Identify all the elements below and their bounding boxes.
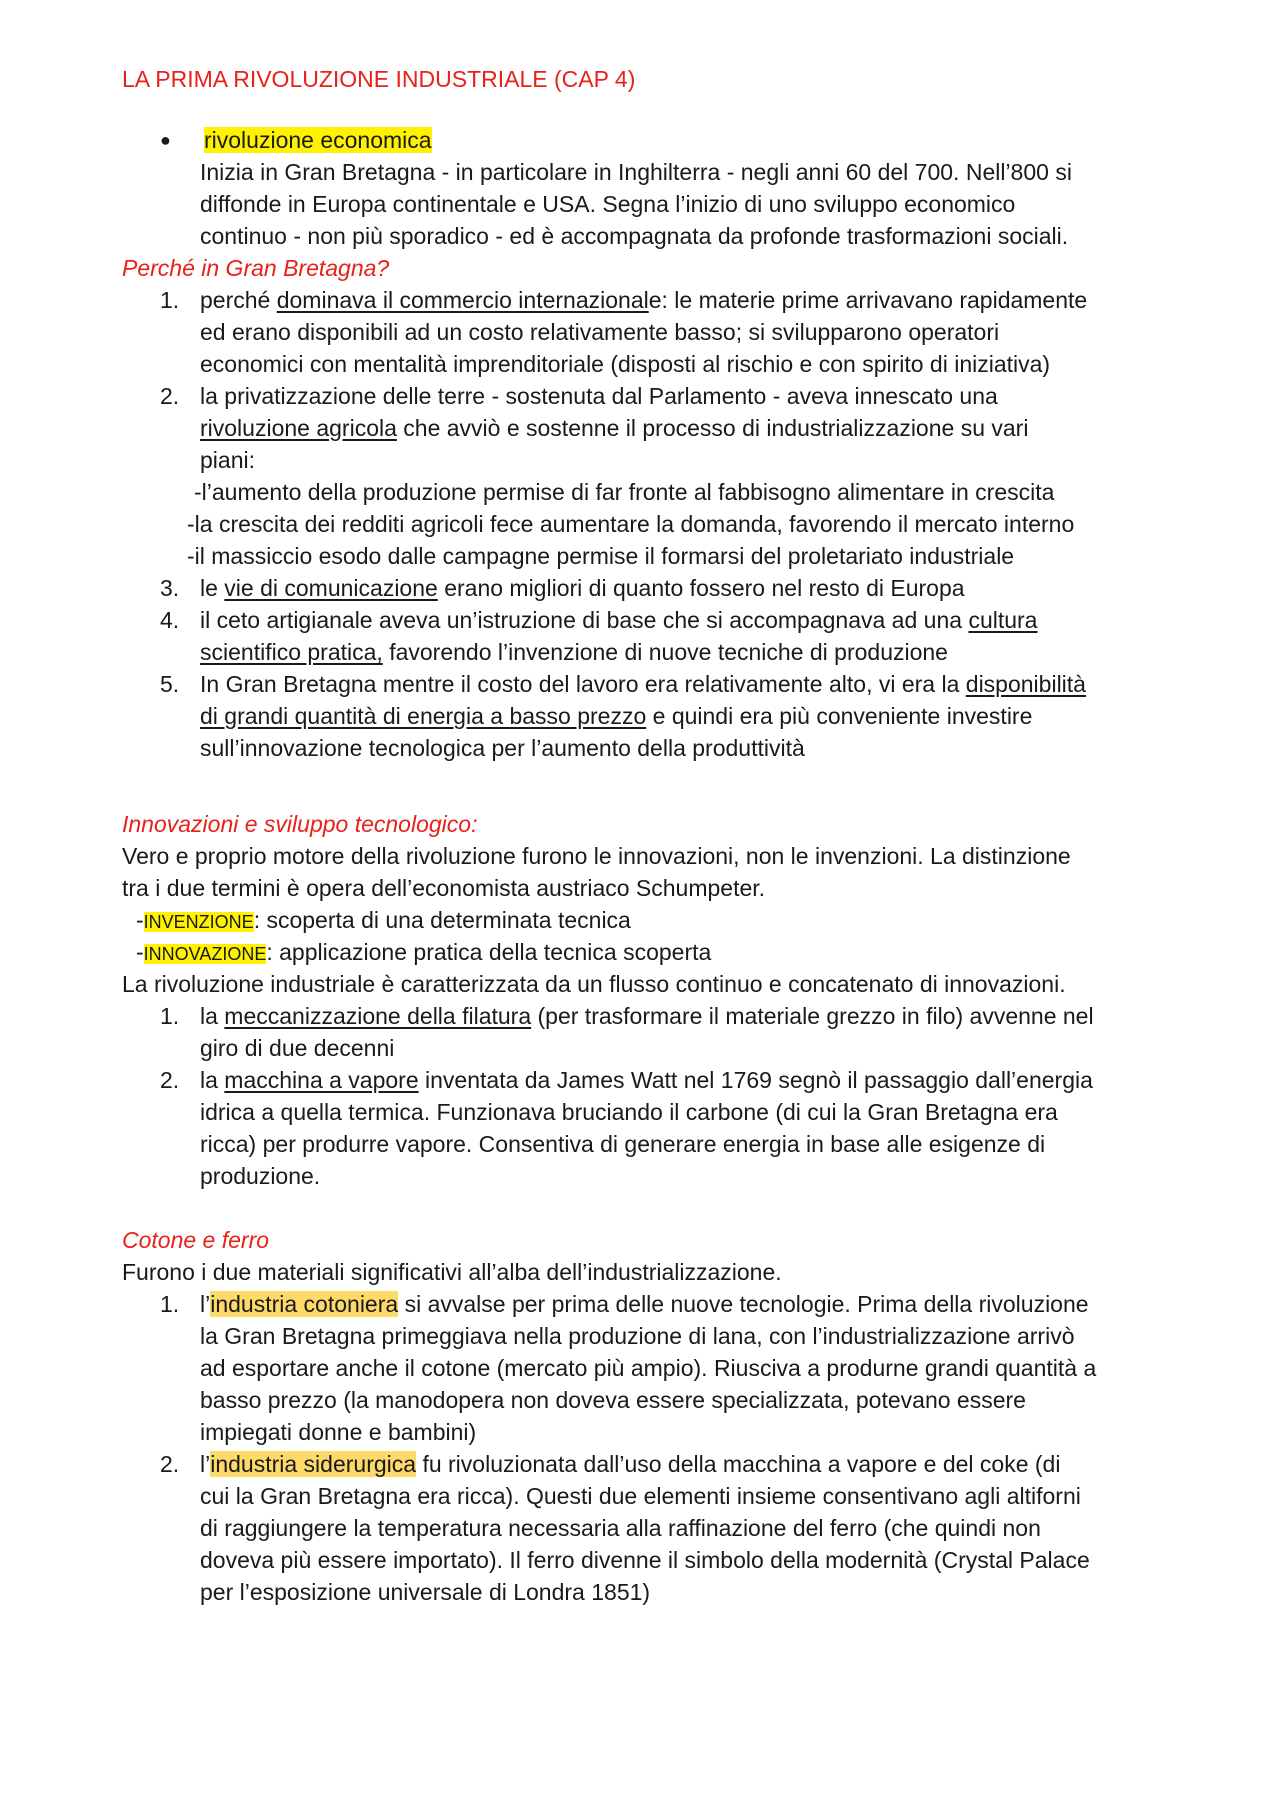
list-item-line: giro di due decenni xyxy=(200,1035,395,1061)
list-item-line: di grandi quantità di energia a basso prezzo e quindi era più conveniente investire xyxy=(200,703,1033,729)
list-item-line: produzione. xyxy=(200,1163,321,1189)
list-number: 1. xyxy=(160,287,180,313)
list-item-line: l’industria cotoniera si avvalse per prima delle nuove tecnologie. Prima della rivoluzione xyxy=(200,1291,1089,1317)
highlight-innovazione: INNOVAZIONE xyxy=(143,944,267,964)
underlined-term: disponibilità xyxy=(965,671,1086,697)
section-heading-cotone-ferro: Cotone e ferro xyxy=(122,1227,270,1253)
underlined-term: macchina a vapore xyxy=(224,1067,419,1093)
list-item-line: perché dominava il commercio internazionale: le materie prime arrivavano rapidamente xyxy=(200,287,1088,313)
highlight-invenzione: INVENZIONE xyxy=(143,912,254,932)
bullet-heading xyxy=(204,124,432,156)
list-item-line: la privatizzazione delle terre - sostenuta dal Parlamento - aveva innescato una xyxy=(200,383,998,409)
highlight-industria-cotoniera: industria cotoniera xyxy=(210,1291,399,1317)
list-number: 2. xyxy=(160,383,180,409)
paragraph-line: Vero e proprio motore della rivoluzione furono le innovazioni, non le invenzioni. La distinzione xyxy=(122,843,1071,869)
highlight-industria-siderurgica: industria siderurgica xyxy=(210,1451,417,1477)
list-number: 3. xyxy=(160,575,180,601)
list-item-line: ad esportare anche il cotone (mercato più ampio). Riusciva a produrne grandi quantità a xyxy=(200,1355,1097,1381)
list-item-line: scientifico pratica, favorendo l’invenzione di nuove tecniche di produzione xyxy=(200,639,948,665)
list-item-line: doveva più essere importato). Il ferro divenne il simbolo della modernità (Crystal Palace xyxy=(200,1547,1090,1573)
list-item-line: la meccanizzazione della filatura (per trasformare il materiale grezzo in filo) avvenne nel xyxy=(200,1003,1094,1029)
list-item-line: l’industria siderurgica fu rivoluzionata dall’uso della macchina a vapore e del coke (di xyxy=(200,1451,1061,1477)
underlined-term: di grandi quantità di energia a basso prezzo xyxy=(200,703,647,729)
list-number: 1. xyxy=(160,1003,180,1029)
list-number: 2. xyxy=(160,1067,180,1093)
list-item-line: cui la Gran Bretagna era ricca). Questi due elementi insieme consentivano agli altiforni xyxy=(200,1483,1081,1509)
underlined-term: rivoluzione agricola xyxy=(200,415,397,441)
section-heading-innovazioni: Innovazioni e sviluppo tecnologico: xyxy=(122,811,478,837)
sub-point: -il massiccio esodo dalle campagne permise il formarsi del proletariato industriale xyxy=(187,543,1015,569)
underlined-term: vie di comunicazione xyxy=(224,575,438,601)
list-item-line: sull’innovazione tecnologica per l’aumento della produttività xyxy=(200,735,805,761)
sub-point: -l’aumento della produzione permise di far fronte al fabbisogno alimentare in crescita xyxy=(194,479,1055,505)
list-item-line: In Gran Bretagna mentre il costo del lavoro era relativamente alto, vi era la disponibilità xyxy=(200,671,1086,697)
bullet-line-2: diffonde in Europa continentale e USA. Segna l’inizio di uno sviluppo economico xyxy=(200,191,1016,217)
paragraph-line: tra i due termini è opera dell’economista austriaco Schumpeter. xyxy=(122,875,766,901)
list-item-line: la macchina a vapore inventata da James Watt nel 1769 segnò il passaggio dall’energia xyxy=(200,1067,1093,1093)
underlined-term: scientifico pratica, xyxy=(200,639,383,665)
paragraph-line: Furono i due materiali significativi all’alba dell’industrializzazione. xyxy=(122,1259,782,1285)
bullet-line-3: continuo - non più sporadico - ed è accompagnata da profonde trasformazioni sociali. xyxy=(200,223,1069,249)
underlined-term: cultura xyxy=(968,607,1038,633)
highlight-rivoluzione-economica: rivoluzione economica xyxy=(204,127,432,153)
list-item-line: di raggiungere la temperatura necessaria alla raffinazione del ferro (che quindi non xyxy=(200,1515,1041,1541)
list-item-line: rivoluzione agricola che avviò e sostenne il processo di industrializzazione su vari xyxy=(200,415,1029,441)
list-item-line: il ceto artigianale aveva un’istruzione di base che si accompagnava ad una cultura xyxy=(200,607,1038,633)
section-heading-perche: Perché in Gran Bretagna? xyxy=(122,255,390,281)
list-number: 1. xyxy=(160,1291,180,1317)
list-number: 2. xyxy=(160,1451,180,1477)
definition-innovazione: -INNOVAZIONE: applicazione pratica della tecnica scoperta xyxy=(136,939,712,965)
document-title: LA PRIMA RIVOLUZIONE INDUSTRIALE (CAP 4) xyxy=(122,66,636,92)
bullet-icon: ● xyxy=(160,130,171,150)
list-item-line: impiegati donne e bambini) xyxy=(200,1419,477,1445)
list-number: 4. xyxy=(160,607,180,633)
underlined-term: meccanizzazione della filatura xyxy=(224,1003,532,1029)
sub-point: -la crescita dei redditi agricoli fece aumentare la domanda, favorendo il mercato interno xyxy=(187,511,1075,537)
underlined-term: dominava il commercio internazional xyxy=(276,287,649,313)
list-item-line: la Gran Bretagna primeggiava nella produzione di lana, con l’industrializzazione arrivò xyxy=(200,1323,1075,1349)
bullet-line-1: Inizia in Gran Bretagna - in particolare in Inghilterra - negli anni 60 del 700. Nell’800 si xyxy=(200,159,1072,185)
list-item-line: piani: xyxy=(200,447,255,473)
list-item-line: per l’esposizione universale di Londra 1851) xyxy=(200,1579,651,1605)
list-item-line: basso prezzo (la manodopera non doveva essere specializzata, potevano essere xyxy=(200,1387,1026,1413)
list-number: 5. xyxy=(160,671,180,697)
list-item-line: idrica a quella termica. Funzionava bruciando il carbone (di cui la Gran Bretagna era xyxy=(200,1099,1058,1125)
list-item-line: economici con mentalità imprenditoriale (disposti al rischio e con spirito di iniziativa) xyxy=(200,351,1051,377)
paragraph-line: La rivoluzione industriale è caratterizzata da un flusso continuo e concatenato di innovazioni. xyxy=(122,971,1066,997)
list-item-line: le vie di comunicazione erano migliori di quanto fossero nel resto di Europa xyxy=(200,575,965,601)
list-item-line: ed erano disponibili ad un costo relativamente basso; si svilupparono operatori xyxy=(200,319,1000,345)
list-item-line: ricca) per produrre vapore. Consentiva di generare energia in base alle esigenze di xyxy=(200,1131,1046,1157)
definition-invenzione: -INVENZIONE: scoperta di una determinata tecnica xyxy=(136,907,631,933)
